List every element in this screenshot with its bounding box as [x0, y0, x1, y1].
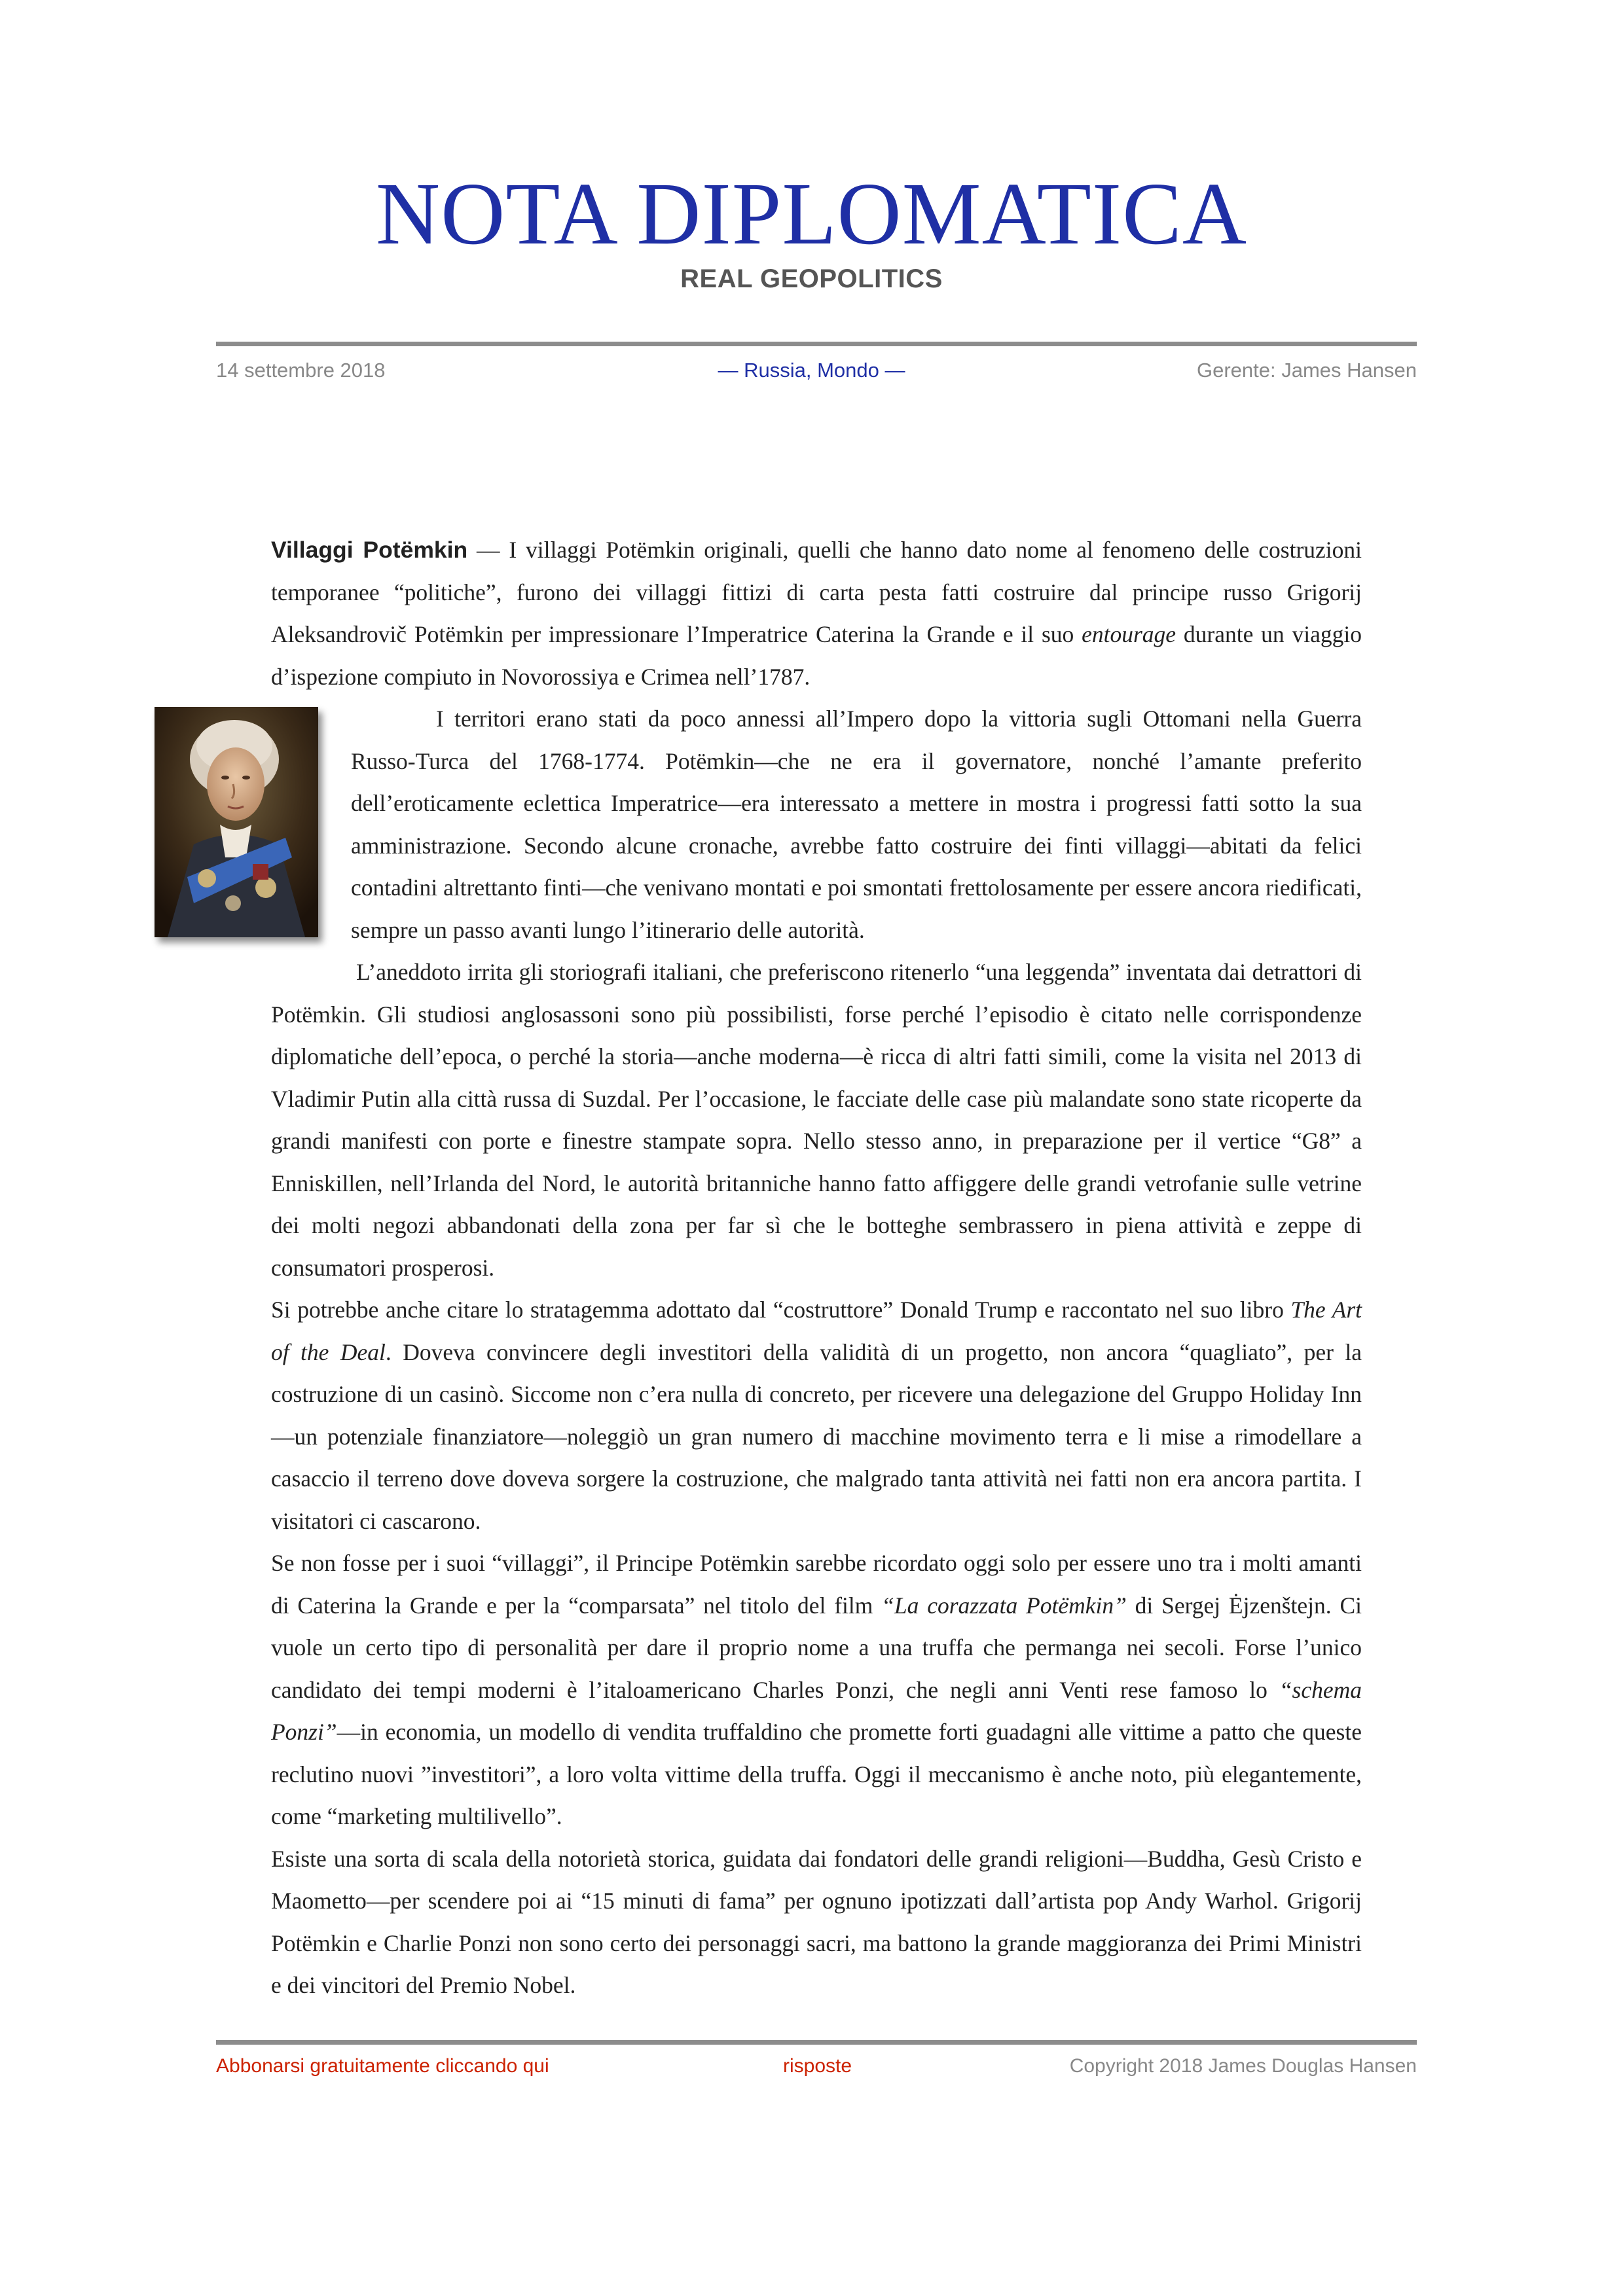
topic-dash-right: — [884, 359, 905, 382]
paragraph-1-text-b: durante un viaggio d’ispezione compiuto in Novorossiya e Crimea nell’1787. [271, 621, 1362, 690]
paragraph-3: L’aneddoto irrita gli storiografi italiani, che preferiscono ritenerlo “una leggenda” inventata dai detrattori di Potëmkin. Gli studiosi anglosassoni sono più possibilisti, forse perché l’episodio è citato nelle corrispondenze diplomatiche dell’epoca, o perché la storia—anche moderna—è ricca di altri fatti simili, come la visita nel 2013 di Vladimir Putin alla città russa di Suzdal. Per l’occasione, le facciate delle case più malandate sono state ricoperte da grandi manifesti con porte e finestre stampate sopra. Nello stesso anno, in preparazione per il vertice “G8” a Enniskillen, nell’Irlanda del Nord, le autorità britanniche hanno fatto affiggere delle grandi vetrofanie sulle vetrine dei molti negozi abbandonati della zona per far sì che le botteghe sembrassero in piena attività e zeppe di consumatori prosperosi. [271, 959, 1362, 1281]
paragraph-5 [271, 1542, 1362, 1838]
ponzi-scheme-term: “schema Ponzi” [271, 1676, 1362, 1745]
paragraph-5-text-c: —in economia, un modello di vendita truffaldino che promette forti guadagni alle vittime a patto che queste reclutino nuovi ”investitori”, a loro volta vittime della truffa. Oggi il meccanismo è anche noto, più elegantemente, come “marketing multilivello”. [271, 1719, 1362, 1829]
subscribe-link[interactable]: Abbonarsi gratuitamente cliccando qui [216, 2055, 549, 2077]
replies-link[interactable]: risposte [783, 2055, 852, 2077]
paragraph-1-emphasis: entourage [1082, 621, 1176, 647]
paragraph-4-text-a: Si potrebbe anche citare lo stratagemma adottato dal “costruttore” Donald Trump e raccontato nel suo libro [271, 1297, 1291, 1323]
paragraph-6: Esiste una sorta di scala della notorietà storica, guidata dai fondatori delle grandi religioni—Buddha, Gesù Cristo e Maometto—per scendere poi ai “15 minuti di fama” per ognuno ipotizzati dall’artista pop Andy Warhol. Grigorij Potëmkin e Charlie Ponzi non sono certo dei personaggi sacri, ma battono la grande maggioranza dei Primi Ministri e dei vincitori del Premio Nobel. [271, 1845, 1362, 1998]
issue-date: 14 settembre 2018 [216, 359, 386, 382]
author-credit: Gerente: James Hansen [1196, 359, 1417, 382]
paragraph-1-text-a: — I villaggi Potëmkin originali, quelli che hanno dato nome al fenomeno delle costruzioni temporanee “politiche”, furono dei villaggi fittizi di carta pesta fatti costruire dal principe russo Grigorij Aleksandrovič Potëmkin per impressionare l’Imperatrice Caterina la Grande e il suo [271, 537, 1362, 647]
topic-link[interactable]: Russia, Mondo [744, 359, 879, 382]
film-title: “La corazzata Potëmkin” [881, 1592, 1127, 1619]
newsletter-subtitle: REAL GEOPOLITICS [680, 264, 943, 293]
article-lead-title: Villaggi Potëmkin [271, 537, 468, 563]
paragraph-5-text-a: Se non fosse per i suoi “villaggi”, il Principe Potëmkin sarebbe ricordato oggi solo per essere uno tra i molti amanti di Caterina la Grande e per la “comparsata” nel titolo del film [271, 1550, 1362, 1619]
paragraph-5-text-b: di Sergej Ėjzenštejn. Ci vuole un certo tipo di personalità per dare il proprio nome a una truffa che permanga nei secoli. Forse l’unico candidato dei tempi moderni è l’italoamericano Charles Ponzi, che negli anni Venti rese famoso lo [271, 1592, 1362, 1703]
paragraph-1 [271, 529, 1362, 698]
paragraph-4 [271, 1289, 1362, 1542]
paragraph-4-text-b: . Doveva convincere degli investitori della validità di un progetto, non ancora “quagliato”, per la costruzione di un casinò. Siccome non c’era nulla di concreto, per ricevere una delegazione del Gruppo Holiday Inn—un potenziale finanziatore—noleggiò un gran numero di macchine movimento terra e li mise a rimodellare a casaccio il terreno dove doveva sorgere la costruzione, che malgrado tanta attività nei fatti non era ancora partita. I visitatori ci cascarono. [271, 1338, 1362, 1534]
article-body [271, 529, 1362, 2007]
copyright-notice: Copyright 2018 James Douglas Hansen [1069, 2055, 1417, 2077]
newsletter-title: NOTA DIPLOMATICA [375, 165, 1248, 263]
book-title: The Art of the Deal [271, 1297, 1362, 1365]
footer-divider [216, 2040, 1417, 2045]
topic-dash-left: — [718, 359, 739, 382]
paragraph-2: I territori erano stati da poco annessi all’Impero dopo la vittoria sugli Ottomani nella Guerra Russo-Turca del 1768-1774. Potëmkin—che ne era il governatore, nonché l’amante preferito dell’eroticamente eclettica Imperatrice—era interessato a mettere in mostra i progressi fatti sotto la sua amministrazione. Secondo alcune cronache, avrebbe fatto costruire dei finti villaggi—abitati da felici contadini altrettanto finti—che venivano montati e poi smontati frettolosamente per essere ancora riedificati, sempre un passo avanti lungo l’itinerario delle autorità. [351, 706, 1362, 943]
header-divider [216, 342, 1417, 346]
potemkin-portrait-image [155, 707, 318, 937]
